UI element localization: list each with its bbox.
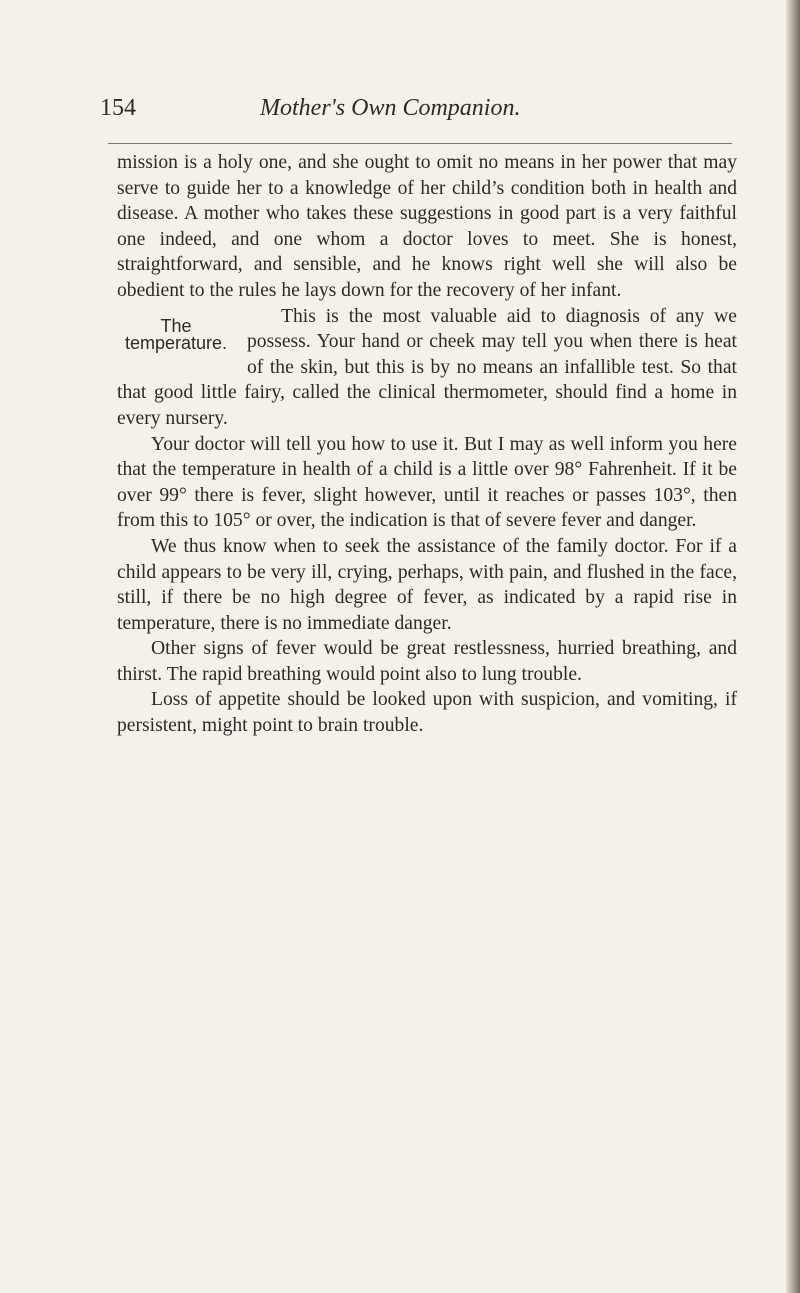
page-header (100, 95, 740, 135)
paragraph: This is the most valuable aid to diagnosis of any we possess. Your hand or cheek may tell you when there is heat of the skin, but this is by no means an infallible test. So that that good little fairy, called the clinical thermometer, should find a home in every nursery. (117, 305, 737, 429)
paragraph: Other signs of fever would be great restlessness, hurried breathing, and thirst. The rapid breathing would point also to lung trouble. (117, 638, 737, 685)
sidenote-line: The (160, 315, 192, 336)
sidenote (117, 315, 235, 353)
paragraph: We thus know when to seek the assistance of the family doctor. For if a child appears to be very ill, crying, perhaps, with pain, and flushed in the face, still, if there be no high degree of fever, as indicated by a rapid rise in temperature, there is no immediate danger. (117, 535, 737, 634)
body-text (117, 150, 737, 739)
header-rule (108, 143, 732, 144)
page-edge-shadow (786, 0, 800, 1293)
paragraph: mission is a holy one, and she ought to omit no means in her power that may serve to guide her to a knowledge of her child’s condition both in health and disease. A mother who takes these suggestions in good part is a very faithful one indeed, and one whom a doctor loves to meet. She is honest, straightforward, and sensible, and he knows right well she will also be obedient to the rules he lays down for the recovery of her infant. (117, 152, 737, 301)
paragraph: Your doctor will tell you how to use it. But I may as well inform you here that the temperature in health of a child is a little over 98° Fahrenheit. If it be over 99° there is fever, slight however, until it reaches or passes 103°, then from this to 105° or over, the indication is that of severe fever and danger. (117, 433, 737, 532)
running-title: Mother's Own Companion. (260, 95, 521, 121)
page-number: 154 (100, 95, 136, 121)
sidenote-line: temperature. (124, 332, 228, 353)
paragraph: Loss of appetite should be looked upon with suspicion, and vomiting, if persistent, might point to brain trouble. (117, 689, 737, 737)
